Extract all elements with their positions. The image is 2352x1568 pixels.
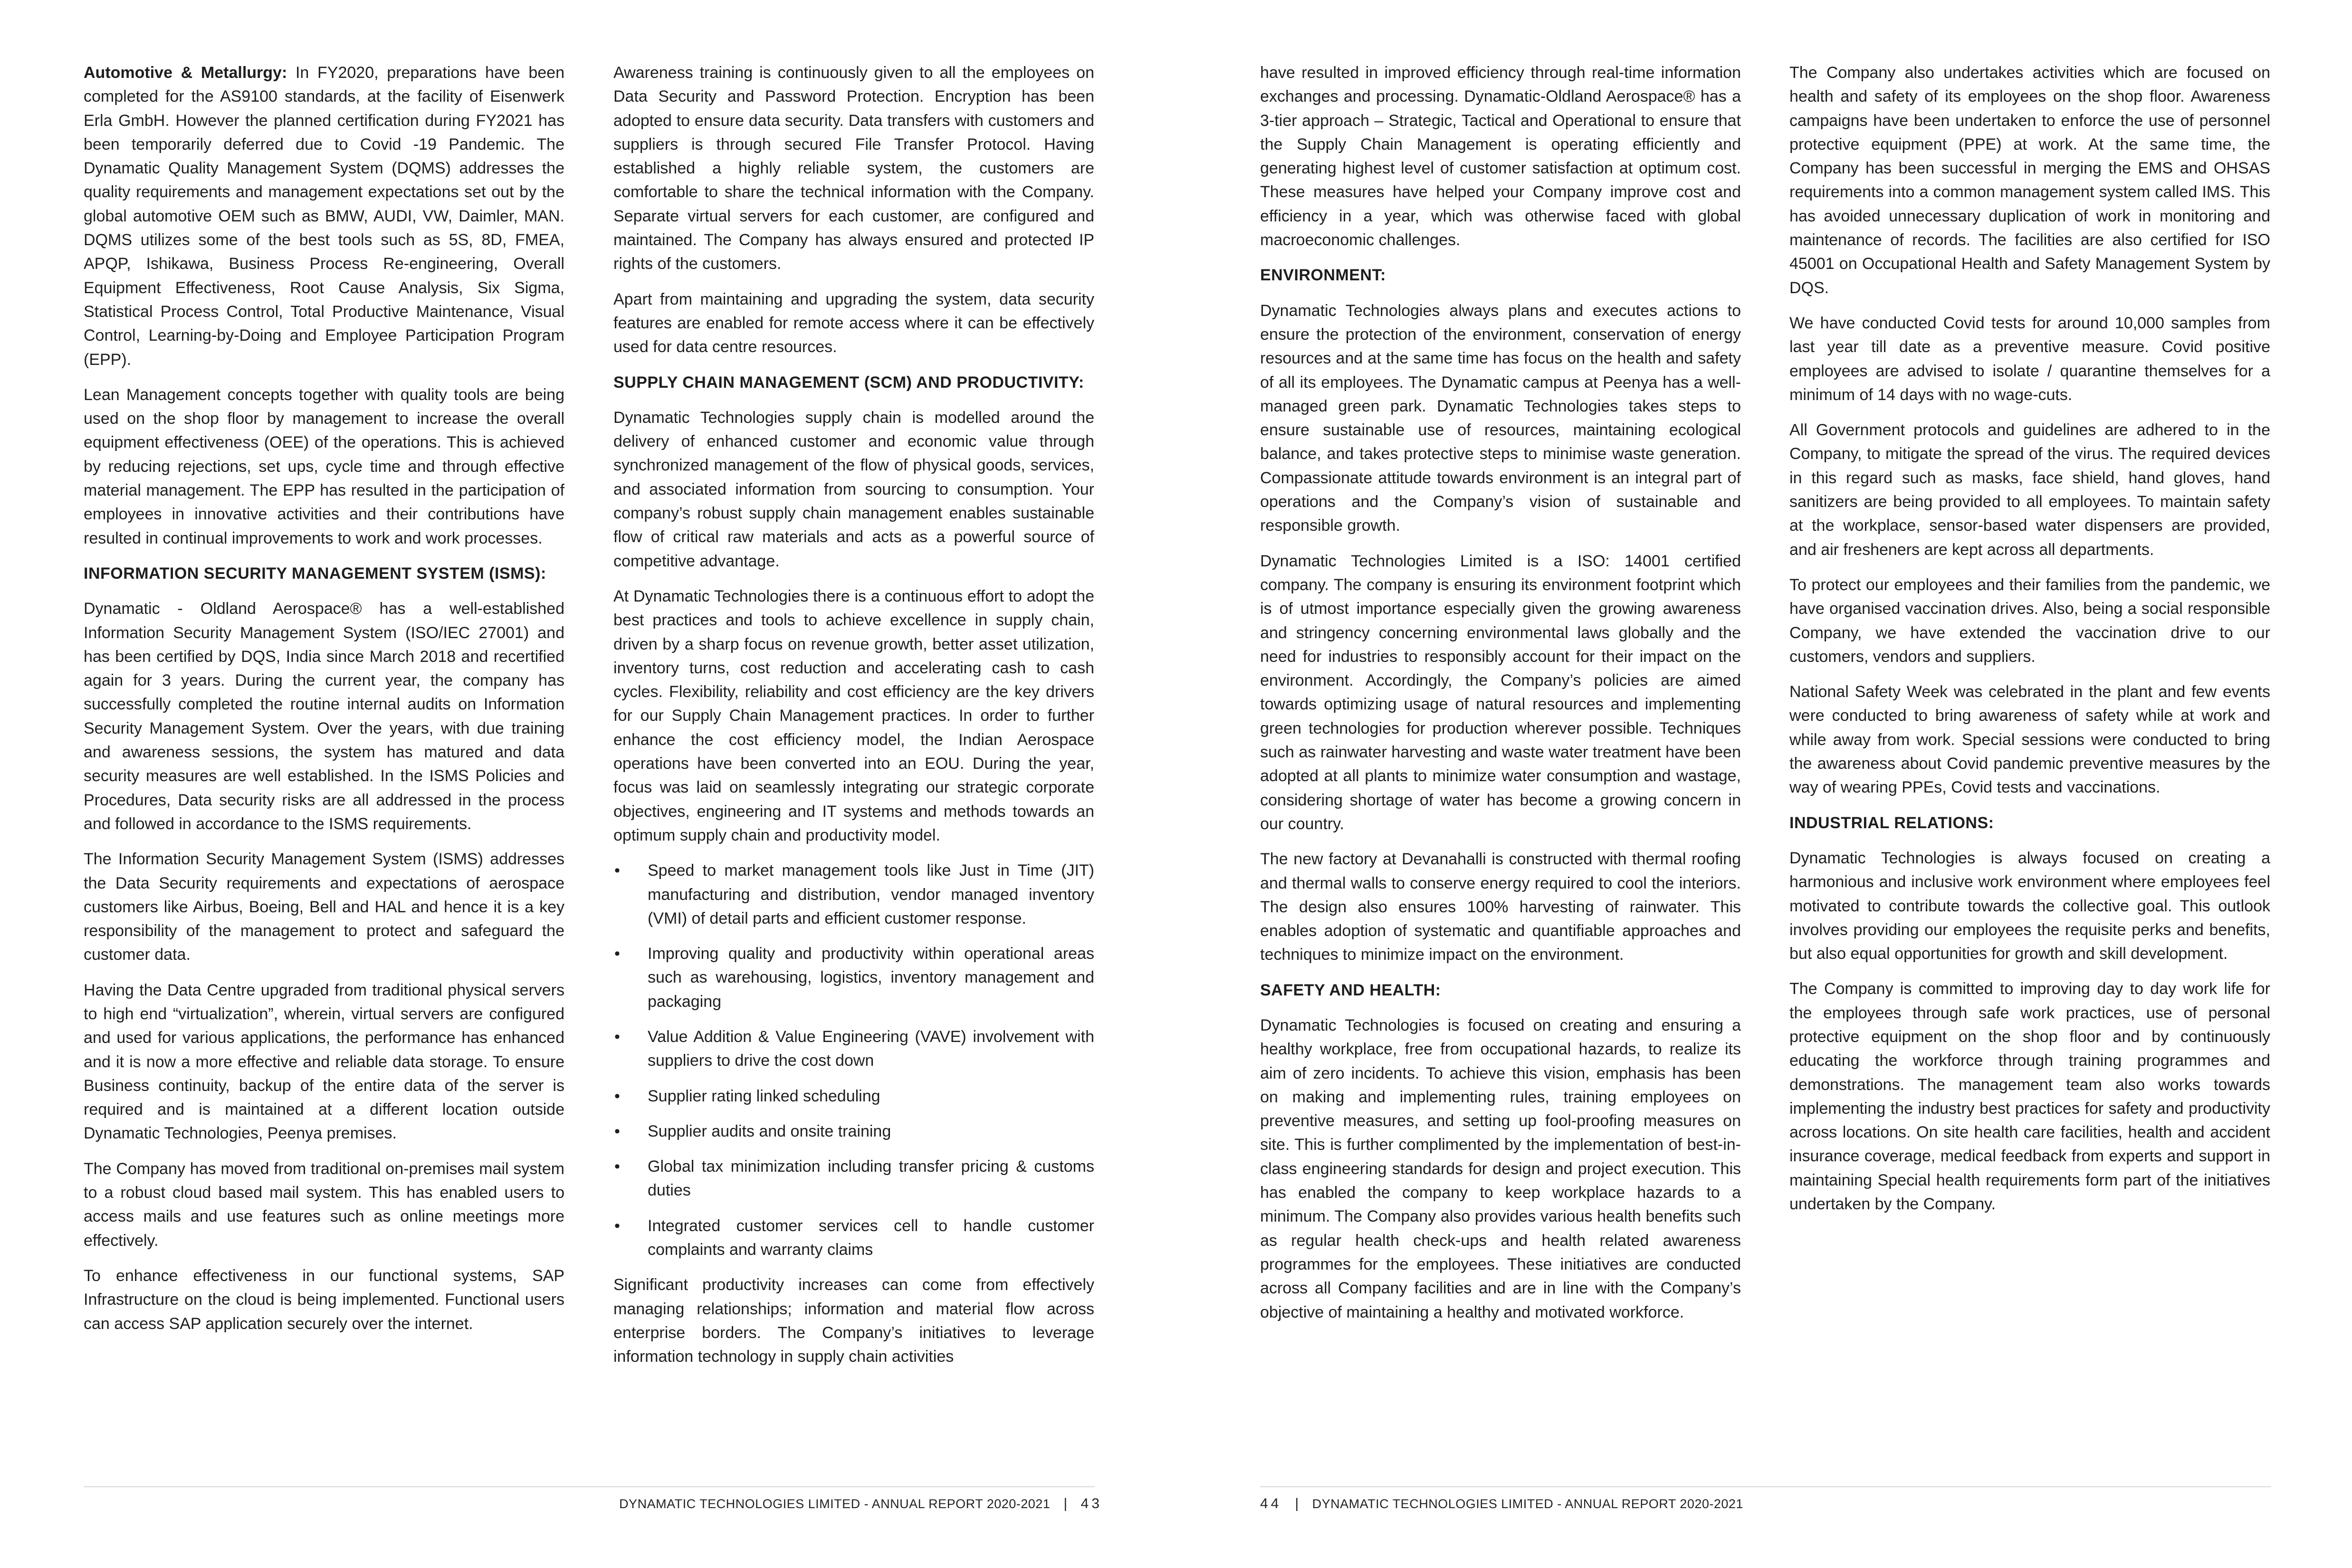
list-item-text: Integrated customer services cell to handle customer complaints and warranty claims	[648, 1216, 1094, 1259]
paragraph: Dynamatic Technologies is focused on creating and ensuring a healthy workplace, free from occupational hazards, to realize its aim of zero incidents. To achieve this vision, emphasis has been on making and implementing rules, training employees on preventive measures, and setting up fool-proofing measures on site. This is further complimented by the implementation of best-in-class engineering standards for design and project execution. This has enabled the company to keep workplace hazards to a minimum. The Company also provides various health benefits such as regular health check-ups and health related awareness programmes for the employees. These initiatives are conducted across all Company facilities and are in line with the Company’s objective of maintaining a healthy and motivated workforce.	[1260, 1016, 1741, 1321]
list-item	[613, 1025, 1094, 1073]
bullet-icon: •	[614, 1087, 620, 1105]
paragraph-text: In FY2020, preparations have been completed for the AS9100 standards, at the facility of Eisenwerk Erla GmbH. However the planned certification during FY2021 has been temporarily deferred due to Covid -19 Pandemic. The Dynamatic Quality Management System (DQMS) addresses the quality requirements and management expectations set out by the global automotive OEM such as BMW, AUDI, VW, Daimler, MAN. DQMS utilizes some of the best tools such as 5S, 8D, FMEA, APQP, Ishikawa, Business Process Re-engineering, Overall Equipment Effectiveness, Root Cause Analysis, Six Sigma, Statistical Process Control, Total Productive Maintenance, Visual Control, Learning-by-Doing and Employee Participation Program (EPP).	[84, 64, 564, 369]
paragraph: Dynamatic Technologies supply chain is modelled around the delivery of enhanced customer and economic value through synchronized management of the flow of physical goods, services, and associated information from sourcing to consumption. Your company’s robust supply chain management enables sustainable flow of critical raw materials and acts as a powerful source of competitive advantage.	[613, 408, 1094, 570]
left-page-column-2	[613, 61, 1094, 1380]
list-item	[613, 1119, 1094, 1143]
footer-report-title: DYNAMATIC TECHNOLOGIES LIMITED - ANNUAL REPORT 2020-2021	[1312, 1496, 1743, 1511]
list-item	[613, 1084, 1094, 1108]
list-item-text: Supplier audits and onsite training	[648, 1122, 891, 1140]
list-item-text: Improving quality and productivity within operational areas such as warehousing, logistics, inventory management and packaging	[648, 945, 1094, 1011]
paragraph: Awareness training is continuously given to all the employees on Data Security and Password Protection. Encryption has been adopted to ensure data security. Data transfers with customers and suppliers is through secured File Transfer Protocol. Having established a highly reliable system, the customers are comfortable to share the technical information with the Company. Separate virtual servers for each customer, are configured and maintained. The Company has always ensured and protected IP rights of the customers.	[613, 64, 1094, 273]
list-item-text: Supplier rating linked scheduling	[648, 1087, 880, 1105]
bullet-icon: •	[614, 861, 620, 880]
paragraph: Apart from maintaining and upgrading the system, data security features are enabled for remote access where it can be effectively used for data centre resources.	[613, 290, 1094, 356]
footer-right	[1260, 1496, 1743, 1512]
section-heading-environment: ENVIRONMENT:	[1260, 266, 1386, 285]
left-page-column-1	[84, 61, 564, 1347]
paragraph: The new factory at Devanahalli is constructed with thermal roofing and thermal walls to conserve energy required to cool the interiors. The design also ensures 100% harvesting of rainwater. This enables adoption of systematic and quantifiable approaches and techniques to minimize impact on the environment.	[1260, 850, 1741, 964]
footer-report-title: DYNAMATIC TECHNOLOGIES LIMITED - ANNUAL REPORT 2020-2021	[619, 1496, 1051, 1511]
list-item-text: Speed to market management tools like Just in Time (JIT) manufacturing and distribution, vendor managed inventory (VMI) of detail parts and efficient customer response.	[648, 861, 1094, 927]
section-heading-scm: SUPPLY CHAIN MANAGEMENT (SCM) AND PRODUCTIVITY:	[613, 373, 1084, 392]
right-page-column-1	[1260, 61, 1741, 1336]
page-number: 43	[1080, 1496, 1102, 1511]
section-heading-safety-health: SAFETY AND HEALTH:	[1260, 981, 1441, 999]
paragraph: The Company has moved from traditional on-premises mail system to a robust cloud based mail system. This has enabled users to access mails and use features such as online meetings more effectively.	[84, 1159, 564, 1250]
footer-divider-left	[84, 1486, 1095, 1487]
section-heading-isms: INFORMATION SECURITY MANAGEMENT SYSTEM (ISMS):	[84, 564, 546, 583]
footer-divider-right	[1260, 1486, 2271, 1487]
paragraph: To enhance effectiveness in our functional systems, SAP Infrastructure on the cloud is being implemented. Functional users can access SAP application securely over the internet.	[84, 1266, 564, 1333]
paragraph: have resulted in improved efficiency through real-time information exchanges and processing. Dynamatic-Oldland Aerospace® has a 3-tier approach – Strategic, Tactical and Operational to ensure that the Supply Chain Management is operating efficiently and generating highest level of customer satisfaction at optimum cost. These measures have helped your Company improve cost and efficiency in a year, which was otherwise faced with global macroeconomic challenges.	[1260, 64, 1741, 249]
section-heading-industrial-relations: INDUSTRIAL RELATIONS:	[1789, 813, 1994, 832]
paragraph: Having the Data Centre upgraded from traditional physical servers to high end “virtualization”, wherein, virtual servers are configured and used for various applications, the performance has enhanced and it is now a more effective and reliable data storage. To ensure Business continuity, backup of the entire data of the server is required and is maintained at a different location outside Dynamatic Technologies, Peenya premises.	[84, 981, 564, 1143]
paragraph: Dynamatic - Oldland Aerospace® has a well-established Information Security Management System (ISO/IEC 27001) and has been certified by DQS, India since March 2018 and recertified again for 3 years. During the current year, the company has successfully completed the routine internal audits on Information Security Management System. Over the years, with due training and awareness sessions, the system has matured and data security measures are well established. In the ISMS Policies and Procedures, Data security risks are all addressed in the process and followed in accordance to the ISMS requirements.	[84, 600, 564, 833]
list-item	[613, 1155, 1094, 1203]
footer-left	[619, 1496, 1102, 1512]
paragraph: Significant productivity increases can come from effectively managing relationships; information and material flow across enterprise borders. The Company’s initiatives to leverage information technology in supply chain activities	[613, 1276, 1094, 1366]
paragraph: The Information Security Management System (ISMS) addresses the Data Security requirements and expectations of aerospace customers like Airbus, Boeing, Bell and HAL and hence it is a key responsibility of the management to protect and safeguard the customer data.	[84, 850, 564, 964]
paragraph: Dynamatic Technologies always plans and executes actions to ensure the protection of the environment, conservation of energy resources and at the same time has focus on the health and safety of all its employees. The Dynamatic campus at Peenya has a well-managed green park. Dynamatic Technologies takes steps to ensure sustainable use of resources, maintaining ecological balance, and takes protective steps to minimise waste generation. Compassionate attitude towards environment is an integral part of operations and the Company’s vision of sustainable and responsible growth.	[1260, 301, 1741, 535]
paragraph: Dynamatic Technologies is always focused on creating a harmonious and inclusive work environment where employees feel motivated to contribute towards the collective goal. This outlook involves providing our employees the requisite perks and benefits, but also equal opportunities for growth and skill development.	[1789, 849, 2270, 963]
paragraph: To protect our employees and their families from the pandemic, we have organised vaccination drives. Also, being a social responsible Company, we have extended the vaccination drive to our customers, vendors and suppliers.	[1789, 575, 2270, 666]
paragraph: Dynamatic Technologies Limited is a ISO: 14001 certified company. The company is ensuring its environment footprint which is of utmost importance especially given the growing awareness and stringency concerning environmental laws globally and the need for industries to responsibly account for their impact on the environment. Accordingly, the Company’s policies are aimed towards optimizing usage of natural resources and implementing green technologies for production wherever possible. Techniques such as rainwater harvesting and waste water treatment have been adopted at all plants to minimize water consumption and wastage, considering shortage of water has become a growing concern in our country.	[1260, 552, 1741, 833]
paragraph-lead: Automotive & Metallurgy:	[84, 64, 287, 82]
list-item	[613, 859, 1094, 930]
bullet-icon: •	[614, 1157, 620, 1176]
bullet-icon: •	[614, 1027, 620, 1046]
footer-separator: |	[1295, 1496, 1299, 1511]
paragraph	[84, 61, 564, 372]
bullet-icon: •	[614, 1216, 620, 1235]
paragraph: Lean Management concepts together with quality tools are being used on the shop floor by management to increase the overall equipment effectiveness (OEE) of the operations. This is achieved by reducing rejections, set ups, cycle time and through effective material management. The EPP has resulted in the participation of employees in innovative activities and their contributions have resulted in continual improvements to work and work processes.	[84, 385, 564, 547]
page-number: 44	[1260, 1496, 1282, 1511]
paragraph: National Safety Week was celebrated in the plant and few events were conducted to bring awareness of safety while at work and while away from work. Special sessions were conducted to bring the awareness about Covid pandemic preventive measures by the way of wearing PPEs, Covid tests and vaccinations.	[1789, 683, 2270, 797]
footer-separator: |	[1063, 1496, 1068, 1511]
paragraph: The Company is committed to improving day to day work life for the employees through safe work practices, use of personal protective equipment on the shop floor and by continuously educating the workforce through training programmes and demonstrations. The management team also works towards implementing the industry best practices for safety and productivity across locations. On site health care facilities, health and accident insurance coverage, medical feedback from experts and support in maintaining Special health requirements form part of the initiatives undertaken by the Company.	[1789, 980, 2270, 1214]
list-item	[613, 942, 1094, 1013]
paragraph: All Government protocols and guidelines are adhered to in the Company, to mitigate the spread of the virus. The required devices in this regard such as masks, face shield, hand gloves, hand sanitizers are being provided to all employees. To maintain safety at the workplace, sensor-based water dispensers are provided, and air fresheners are kept across all departments.	[1789, 421, 2270, 559]
bullet-icon: •	[614, 945, 620, 963]
paragraph: We have conducted Covid tests for around 10,000 samples from last year till date as a preventive measure. Covid positive employees are advised to isolate / quarantine themselves for a minimum of 14 days with no wage-cuts.	[1789, 314, 2270, 404]
paragraph: At Dynamatic Technologies there is a continuous effort to adopt the best practices and tools to achieve excellence in supply chain, driven by a sharp focus on revenue growth, better asset utilization, inventory turns, cost reduction and accelerating cash to cash cycles. Flexibility, reliability and cost efficiency are the key drivers for our Supply Chain Management practices. In order to further enhance the cost efficiency model, the Indian Aerospace operations have been converted into an EOU. During the year, focus was laid on seamlessly integrating our strategic corporate objectives, engineering and IT systems and methods towards an optimum supply chain and productivity model.	[613, 587, 1094, 844]
paragraph: The Company also undertakes activities which are focused on health and safety of its employees on the shop floor. Awareness campaigns have been undertaken to enforce the use of personnel protective equipment (PPE) at work. At the same time, the Company has been successful in merging the EMS and OHSAS requirements into a common management system called IMS. This has avoided unnecessary duplication of work in monitoring and maintenance of records. The facilities are also certified for ISO 45001 on Occupational Health and Safety Management System by DQS.	[1789, 64, 2270, 297]
right-page-column-2	[1789, 61, 2270, 1227]
bullet-icon: •	[614, 1122, 620, 1140]
list-item-text: Global tax minimization including transfer pricing & customs duties	[648, 1157, 1094, 1200]
list-item	[613, 1214, 1094, 1262]
list-item-text: Value Addition & Value Engineering (VAVE) involvement with suppliers to drive the cost down	[648, 1027, 1094, 1070]
bullet-list	[613, 859, 1094, 1262]
